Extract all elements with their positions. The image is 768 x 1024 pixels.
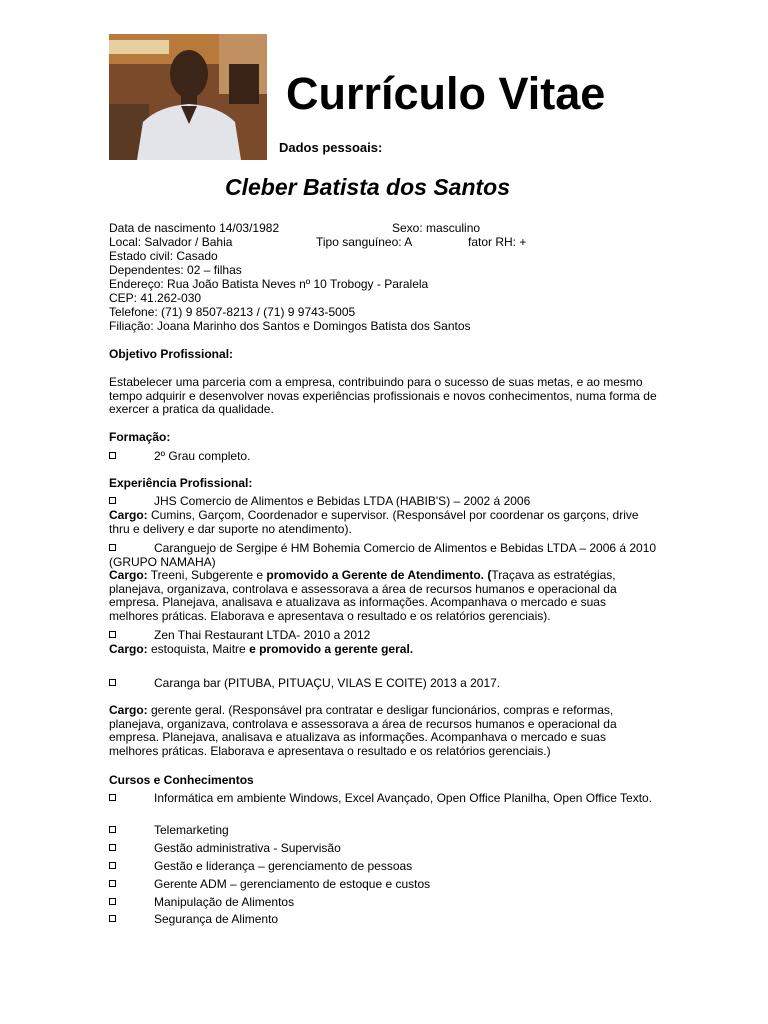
objective-heading: Objetivo Profissional:: [109, 347, 234, 361]
bullet-icon: [109, 844, 116, 851]
rh-factor: fator RH: +: [468, 235, 527, 249]
education-heading: Formação:: [109, 430, 171, 444]
postal-code: CEP: 41.262-030: [109, 291, 202, 305]
bullet-icon: [109, 915, 116, 922]
bullet-icon: [109, 794, 116, 801]
bullet-icon: [109, 497, 116, 504]
experience-3-company: Zen Thai Restaurant LTDA- 2010 a 2012: [109, 629, 370, 643]
bullet-icon: [109, 544, 116, 551]
bullet-icon: [109, 862, 116, 869]
bullet-icon: [109, 826, 116, 833]
course-item: Segurança de Alimento: [109, 913, 278, 927]
profile-photo: [109, 34, 267, 160]
experience-4-company: Caranga bar (PITUBA, PITUAÇU, VILAS E COITE) 2013 a 2017.: [109, 677, 500, 691]
course-item: Informática em ambiente Windows, Excel Avançado, Open Office Planilha, Open Office Texto.: [109, 792, 657, 806]
parents: Filiação: Joana Marinho dos Santos e Domingos Batista dos Santos: [109, 319, 471, 333]
blood-type: Tipo sanguíneo: A: [316, 235, 413, 249]
bullet-icon: [109, 631, 116, 638]
bullet-icon: [109, 880, 116, 887]
location: Local: Salvador / Bahia: [109, 235, 233, 249]
experience-heading: Experiência Profissional:: [109, 476, 253, 490]
experience-1-role: Cargo: Cumins, Garçom, Coordenador e supervisor. (Responsável por coordenar os garçons, drive thru e delivery e dar suporte no atendimento).: [109, 508, 639, 536]
experience-3-role: Cargo: estoquista, Maitre e promovido a gerente geral.: [109, 642, 414, 656]
experience-1-company: JHS Comercio de Alimentos e Bebidas LTDA (HABIB'S) – 2002 á 2006: [109, 495, 530, 509]
course-item: Gestão e liderança – gerenciamento de pessoas: [109, 860, 412, 874]
bullet-icon: [109, 452, 116, 459]
education-item: 2º Grau completo.: [109, 450, 250, 464]
phone: Telefone: (71) 9 8507-8213 / (71) 9 9743-5005: [109, 305, 356, 319]
experience-4-role: Cargo: gerente geral. (Responsável pra contratar e desligar funcionários, compras e reformas, planejava, organizava, controlava e assessorava a área de recursos humanos e operacional da empresa. Planejava, analisava e atualizava as informações. Acompanhava o mercado e suas melhores práticas. Elaborava e apresentava o resultado e os relatórios gerenciais.): [109, 703, 617, 758]
candidate-name: Cleber Batista dos Santos: [225, 174, 511, 200]
course-item: Gestão administrativa - Supervisão: [109, 842, 341, 856]
address: Endereço: Rua João Batista Neves nº 10 Trobogy - Paralela: [109, 277, 429, 291]
personal-data-heading: Dados pessoais:: [279, 140, 383, 155]
course-item: Gerente ADM – gerenciamento de estoque e custos: [109, 878, 430, 892]
objective-text: Estabelecer uma parceria com a empresa, contribuindo para o sucesso de suas metas, e ao mesmo tempo adquirir e desenvolver novas experiências profissionais e novos conhecimentos, numa forma de exercer a pratica da qualidade.: [109, 375, 657, 416]
experience-2-company: Caranguejo de Sergipe é HM Bohemia Comercio de Alimentos e Bebidas LTDA – 2006 á 2010 (GRUPO NAMAHA): [109, 541, 657, 569]
birth-date: Data de nascimento 14/03/1982: [109, 221, 280, 235]
courses-heading: Cursos e Conhecimentos: [109, 773, 254, 787]
course-item: Telemarketing: [109, 824, 229, 838]
sex: Sexo: masculino: [392, 221, 481, 235]
course-item: Manipulação de Alimentos: [109, 896, 294, 910]
bullet-icon: [109, 898, 116, 905]
page-title: Currículo Vitae: [286, 68, 606, 119]
bullet-icon: [109, 679, 116, 686]
experience-2-role: Cargo: Treeni, Subgerente e promovido a Gerente de Atendimento. (Traçava as estratégias, planejava, organizava, controlava e assessorava a área de recursos humanos e operacional da empresa. Planejava, analisava e atualizava as informações. Acompanhava o mercado e suas melhores práticas. Elaborava e apresentava o resultado e os relatórios gerenciais).: [109, 568, 617, 623]
dependents: Dependentes: 02 – filhas: [109, 263, 242, 277]
marital-status: Estado civil: Casado: [109, 249, 218, 263]
